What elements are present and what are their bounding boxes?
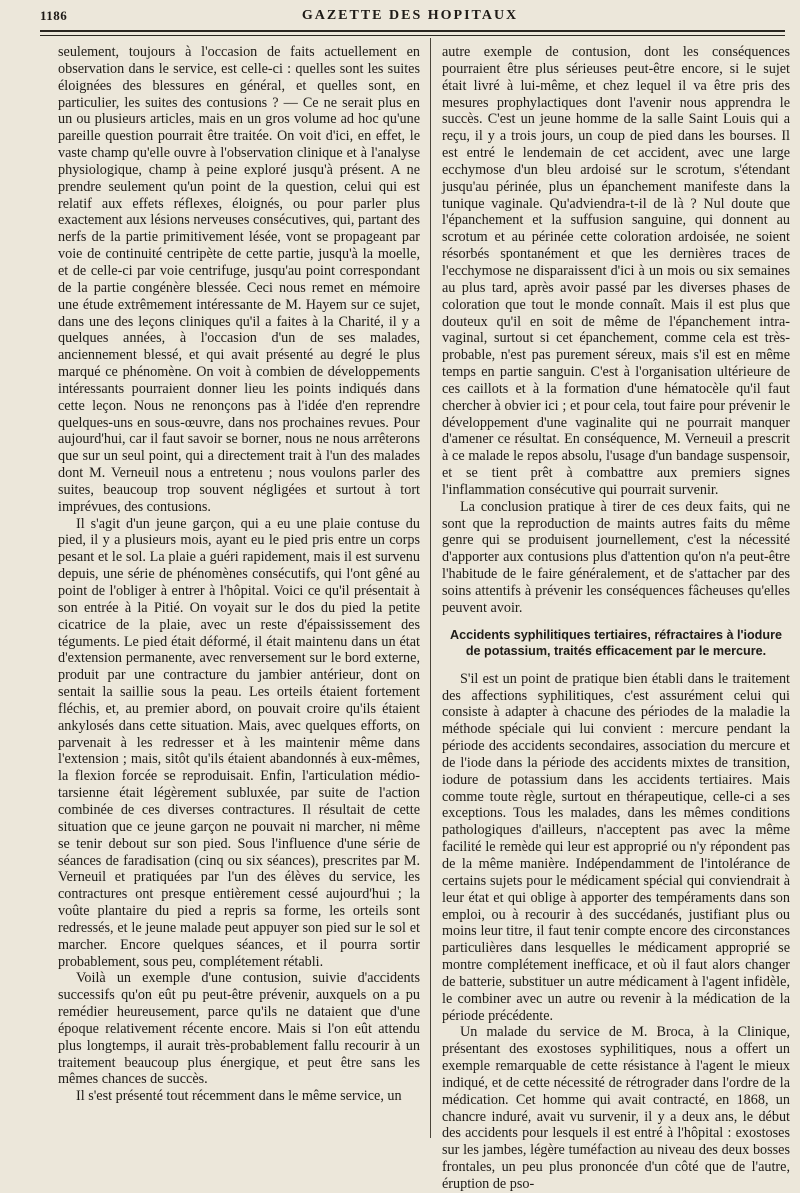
journal-title: GAZETTE DES HOPITAUX: [301, 8, 519, 23]
paragraph: La conclusion pratique à tirer de ces deux faits, qui ne sont que la reproduction de maints autres faits du même genre qui se produisent journellement, c'est la nécessité d'apporter aux contusions plus d'attention qu'on n'a peut-être l'habitude de le faire généralement, et de s'attacher par des soins attentifs à prévenir les conséquences fâcheuses qu'elles peuvent avoir.: [442, 498, 790, 616]
page-header: [40, 8, 780, 32]
right-column: [442, 44, 790, 1193]
paragraph: Voilà un exemple d'une contusion, suivie d'accidents successifs qu'on eût pu peut-être prévenir, auxquels on a pu remédier heureusement, parce qu'ils ne dataient que d'une époque relativement récente encore. Mais si l'on eût attendu plus longtemps, il aurait très-probablement fallu recourir à un traitement beaucoup plus énergique, et peut être sans les mêmes chances de succès.: [58, 970, 420, 1088]
paragraph: Un malade du service de M. Broca, à la Clinique, présentant des exostoses syphilitiques, nous a offert un exemple remarquable de cette résistance à l'agent le mieux indiqué, et de cette nécessité de rétrograder dans l'ordre de la médication. Cet homme qui avait contracté, en 1868, un chancre induré, avait vu survenir, il y a deux ans, le début des accidents pour lesquels il est entré à l'hôpital : exostoses sur les jambes, légère tuméfaction au niveau des deux bosses frontales, un peu plus prononcée d'un côté que de l'autre, éruption de pso-: [442, 1024, 790, 1192]
section-heading: Accidents syphilitiques tertiaires, réfractaires à l'iodure de potassium, traités efficacement par le mercure.: [450, 627, 782, 658]
header-rule-thick: [40, 30, 785, 32]
paragraph: Il s'est présenté tout récemment dans le même service, un: [76, 1088, 402, 1105]
left-column: [58, 44, 420, 1105]
paragraph: S'il est un point de pratique bien établi dans le traitement des affections syphilitiques, c'est assurément celui qui consiste à adapter à chacune des périodes de la maladie la méthode spéciale qui lui convient : mercure pendant la période des accidents secondaires, association du mercure et de l'iode dans la période des accidents mixtes de transition, iodure de potassium dans les accidents tertiaires. Mais comme toute règle, surtout en thérapeutique, celle-ci a ses exceptions. Tous les malades, dans les mêmes conditions pathologiques d'ailleurs, n'acceptent pas avec la même facilité le remède qui leur est approprié ou n'y répondent pas de la même manière. Indépendamment de l'intolérance de certains sujets pour le médicament spécial qui conviendrait à leur état et qui oblige à apporter des tempéraments dans son emploi, ou à recourir à des succédanés, justifiant plus ou moins leur titre, il faut tenir compte encore des circonstances particulières dans lesquelles le médicament approprié se montre complétement inefficace, et où il faut alors changer de batterie, substituer un autre médicament à l'agent infidèle, le combiner avec un autre ou revenir à la médication de la période précédente.: [442, 670, 790, 1024]
header-rule-thin: [40, 35, 785, 36]
paragraph: seulement, toujours à l'occasion de faits actuellement en observation dans le service, est celle-ci : quelles sont les suites éloignées des blessures en général, et quelles sont, en particulier, les suites des contusions ? — Ce ne serait plus en un ou plusieurs articles, mais en un gros volume ad hoc qu'une pareille question pourrait être traitée. On voit d'ici, en effet, le vaste champ qu'elle ouvre à l'observation clinique et à l'analyse physiologique, champ à peine exploré jusqu'à présent. A ne prendre seulement qu'un point de la question, celui qui est relatif aux effets réflexes, éloignés, ou pour parler plus exactement aux lésions nerveuses consécutives, qui, partant des nerfs de la partie primitivement lésée, vont se propageant par voie de continuité centripète de cette partie, jusqu'à la moelle, et de celle-ci par voie centrifuge, jusqu'au point correspondant de la partie congénère blessée. Ceci nous remet en mémoire une étude extrêmement intéressante de M. Hayem sur ce sujet, dans une des leçons cliniques qu'il a faites à la Charité, il y a quelques années, à l'occasion d'un de ses malades, anciennement blessé, et qui avait présenté au degré le plus marqué ce phénomène. On voit à combien de développements intéressants pourraient donner lieu les points indiqués dans cette leçon. Nous ne renonçons pas à l'idée d'en reprendre quelques-uns en sous-œuvre, dans nos prochaines revues. Pour aujourd'hui, car il faut savoir se borner, nous ne nous arrêterons que sur un seul point, qui a directement trait à l'un des malades dont M. Verneuil nous a entretenu ; nous voulons parler des suites, beaucoup trop souvent négligées et surtout à tort imprévues, des contusions.: [58, 44, 420, 515]
page-number: 1186: [40, 8, 68, 23]
column-divider: [430, 38, 431, 1138]
paragraph: Il s'agit d'un jeune garçon, qui a eu une plaie contuse du pied, il y a plusieurs mois, ayant eu le pied pris entre un corps pesant et le sol. La plaie a guéri rapidement, mais il est survenu depuis, une série de phénomènes consécutifs, qui l'ont gêné au point de l'obliger à entrer à l'hôpital. Voici ce qu'il présentait à son entrée à la Pitié. On voyait sur le dos du pied la petite cicatrice de la plaie, avec un reste d'épaississement des téguments. Le pied était déformé, il était maintenu dans un état d'extension permanente, avec renversement sur le bord externe, produit par une contracture du jambier antérieur, dont on sentait la saillie sous la peau. Les orteils étaient fortement fléchis, et, au premier abord, on pouvait croire qu'ils étaient ankylosés dans cette situation. Mais, avec quelques efforts, on parvenait à les redresser et à les maintenir même dans l'extension ; mais, sitôt qu'ils étaient abandonnés à eux-mêmes, la flexion forcée se reproduisait. Enfin, l'articulation médio-tarsienne était légèrement subluxée, par suite de l'action combinée de ces diverses contractures. Il résultait de cette situation que ce jeune garçon ne pouvait ni marcher, ni même se tenir debout sur son pied. Sous l'influence d'une série de séances de faradisation (cinq ou six séances), prescrites par M. Verneuil et pratiquées par l'un des élèves du service, les contractures ont presque entièrement cessé aujourd'hui ; la voûte plantaire du pied a repris sa forme, les orteils sont redressés, et le jeune malade peut appuyer son pied sur le sol et marcher. Encore quelques séances, et il pourra sortir probablement, sous peu, complétement rétabli.: [58, 515, 420, 970]
paragraph: autre exemple de contusion, dont les conséquences pourraient être plus sérieuses peut-être encore, si le sujet était livré à lui-même, et chez lequel il va être pris des mesures prophylactiques dont l'avenir nous apprendra le succès. C'est un jeune homme de la salle Saint Louis qui a reçu, il y a trois jours, un coup de pied dans les bourses. Il est entré le lendemain de cet accident, avec une large ecchymose d'un bleu ardoisé sur le scrotum, s'étendant jusqu'au périnée, plus un épanchement manifeste dans la tunique vaginale. Qu'adviendra-t-il de là ? Nul doute que l'épanchement et la suffusion sanguine, qui donnent au scrotum et au périnée cette coloration ardoisée, ne soient résorbés spontanément et que les dernières traces de l'ecchymose ne disparaissent d'ici à un mois ou six semaines au plus tard, après avoir passé par les diverses phases de coloration que tout le monde connaît. Mais il est plus que douteux qu'il en soit de même de l'épanchement intra-vaginal, surtout si cet épanchement, comme cela est très-probable, n'est pas purement séreux, mais s'il est en même temps en partie sanguin. C'est à l'organisation ultérieure de ces caillots et à la formation d'une hématocèle qu'il faut chercher à obvier ici ; et pour cela, tout faire pour prévenir le développement d'une vaginalite qui ne pourrait manquer d'amener ce résultat. En conséquence, M. Verneuil a prescrit à ce malade le repos absolu, l'usage d'un bandage suspensoir, et se tient prêt à combattre aux premiers signes l'inflammation consécutive qui pourrait survenir.: [442, 44, 790, 498]
